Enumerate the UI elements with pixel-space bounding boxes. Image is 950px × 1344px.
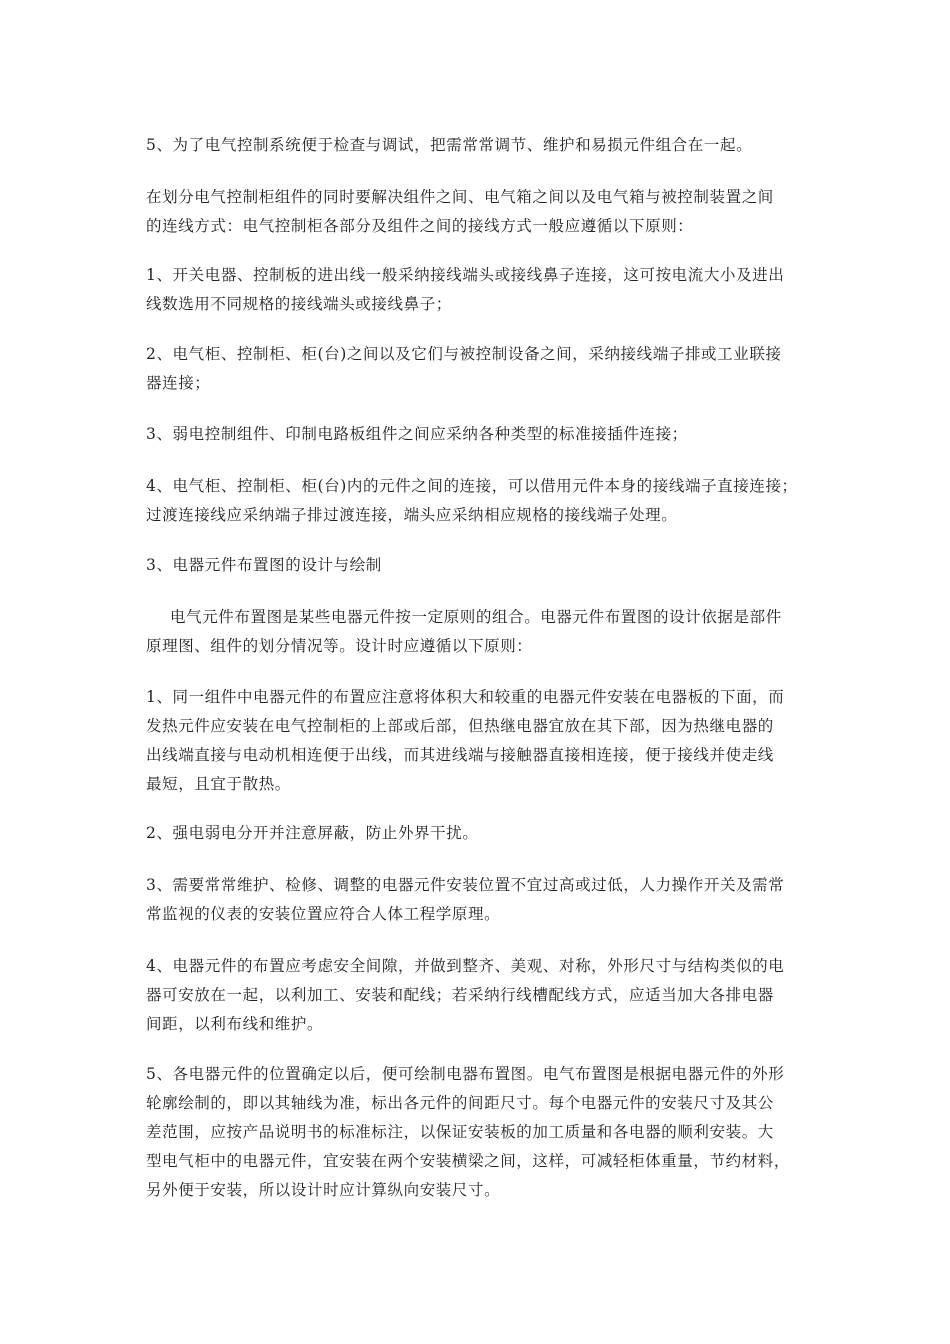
text-line: 另外便于安装，所以设计时应计算纵向安装尺寸。 bbox=[146, 1181, 501, 1199]
text-line: 出线端直接与电动机相连便于出线，而其进线端与接触器直接相连接，便于接线并使走线 bbox=[146, 746, 774, 764]
paragraph-2 bbox=[146, 183, 826, 241]
text-line: 器可安放在一起，以利加工、安装和配线；若采纳行线槽配线方式，应适当加大各排电器 bbox=[146, 986, 774, 1004]
text-line: 原理图、组件的划分情况等。设计时应遵循以下原则： bbox=[146, 637, 533, 655]
heading-line: 3、电器元件布置图的设计与绘制 bbox=[146, 556, 382, 574]
text-line: 2、强电弱电分开并注意屏蔽，防止外界干扰。 bbox=[146, 824, 479, 842]
paragraph-7 bbox=[146, 683, 826, 799]
paragraph-1 bbox=[146, 131, 826, 160]
paragraph-6 bbox=[146, 472, 826, 530]
text-line: 2、电气柜、控制柜、柜(台)之间以及它们与被控制设备之间，采纳接线端子排或工业联接 bbox=[146, 345, 782, 363]
text-line: 器连接； bbox=[146, 374, 211, 392]
text-line: 1、同一组件中电器元件的布置应注意将体积大和较重的电器元件安装在电器板的下面，而 bbox=[146, 688, 785, 706]
text-line: 发热元件应安装在电气控制柜的上部或后部，但热继电器宜放在其下部，因为热继电器的 bbox=[146, 717, 774, 735]
paragraph-10 bbox=[146, 952, 826, 1039]
text-line: 常监视的仪表的安装位置应符合人体工程学原理。 bbox=[146, 905, 501, 923]
paragraph-11 bbox=[146, 1060, 826, 1205]
text-line: 间距，以利布线和维护。 bbox=[146, 1015, 324, 1033]
text-line: 过渡连接线应采纳端子排过渡连接，端头应采纳相应规格的接线端子处理。 bbox=[146, 506, 678, 524]
text-line: 差范围，应按产品说明书的标准标注，以保证安装板的加工质量和各电器的顺利安装。大 bbox=[146, 1123, 774, 1141]
text-line: 4、电气柜、控制柜、柜(台)内的元件之间的连接，可以借用元件本身的接线端子直接连接； bbox=[146, 477, 798, 495]
text-line: 5、各电器元件的位置确定以后，便可绘制电器布置图。电气布置图是根据电器元件的外形 bbox=[146, 1065, 785, 1083]
text-line: 最短，且宜于散热。 bbox=[146, 775, 291, 793]
paragraph-9 bbox=[146, 871, 826, 929]
text-line: 轮廓绘制的，即以其轴线为准，标出各元件的间距尺寸。每个电器元件的安装尺寸及其公 bbox=[146, 1094, 774, 1112]
paragraph-4 bbox=[146, 340, 826, 398]
text-line: 线数选用不同规格的接线端头或接线鼻子； bbox=[146, 295, 452, 313]
text-line: 在划分电气控制柜组件的同时要解决组件之间、电气箱之间以及电气箱与被控制装置之间 bbox=[146, 188, 774, 206]
text-line: 1、开关电器、控制板的进出线一般采纳接线端头或接线鼻子连接，这可按电流大小及进出 bbox=[146, 266, 785, 284]
text-line: 5、为了电气控制系统便于检查与调试，把需常常调节、维护和易损元件组合在一起。 bbox=[146, 136, 753, 154]
section-heading bbox=[146, 551, 826, 580]
text-line: 型电气柜中的电器元件，宜安装在两个安装横梁之间，这样，可减轻柜体重量，节约材料， bbox=[146, 1152, 791, 1170]
paragraph-8 bbox=[146, 819, 826, 848]
text-line: 的连线方式：电气控制柜各部分及组件之间的接线方式一般应遵循以下原则： bbox=[146, 217, 694, 235]
text-line: 4、电器元件的布置应考虑安全间隙，并做到整齐、美观、对称，外形尺寸与结构类似的电 bbox=[146, 957, 785, 975]
paragraph-5 bbox=[146, 420, 826, 449]
text-line: 电气元件布置图是某些电器元件按一定原则的组合。电器元件布置图的设计依据是部件 bbox=[170, 608, 782, 626]
paragraph-intro bbox=[146, 603, 826, 661]
paragraph-3 bbox=[146, 261, 826, 319]
text-line: 3、弱电控制组件、印制电路板组件之间应采纳各种类型的标准接插件连接； bbox=[146, 425, 688, 443]
text-line: 3、需要常常维护、检修、调整的电器元件安装位置不宜过高或过低，人力操作开关及需常 bbox=[146, 876, 785, 894]
